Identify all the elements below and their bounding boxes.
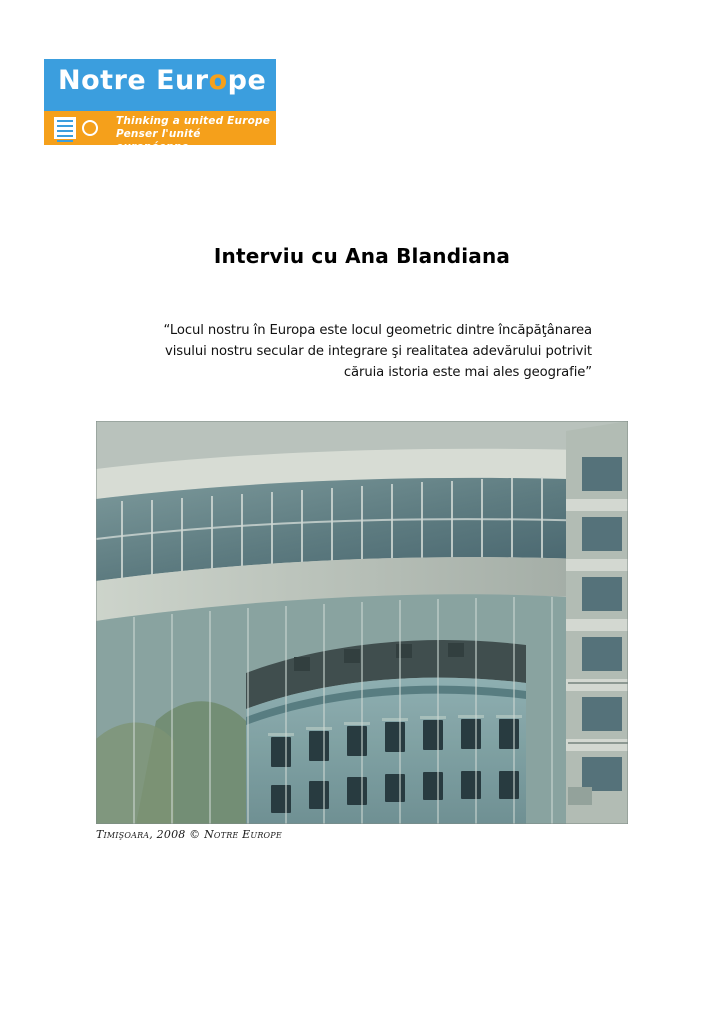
caption-copyright: © Notre Europe	[189, 828, 282, 841]
logo-tagline-en: Thinking a united Europe	[116, 115, 271, 127]
circle-icon	[82, 120, 98, 136]
notre-europe-logo	[44, 59, 276, 153]
page-title: Interviu cu Ana Blandiana	[213, 244, 511, 268]
caption-place: Timişoara,	[96, 828, 153, 841]
logo-wordmark-n: N	[58, 65, 82, 96]
logo-wordmark-o: o	[208, 65, 228, 96]
photo-caption	[96, 828, 628, 841]
logo-wordmark	[58, 67, 266, 94]
logo-wordmark-mid: otre Eur	[81, 65, 209, 96]
pull-quote: “Locul nostru în Europa este locul geometric dintre încăpăţânarea visului nostru secular de integrare şi realitatea adevărului potrivit căruia istoria este mai ales geografie”	[163, 323, 592, 380]
logo-wordmark-end: pe	[227, 65, 267, 96]
logo-tagline-fr: Penser l'unité européenne	[116, 128, 201, 153]
cover-photograph	[96, 421, 628, 824]
logo-emblem	[54, 115, 110, 141]
book-lines-icon	[54, 117, 76, 139]
caption-year: 2008	[156, 828, 186, 841]
logo-tagline	[116, 115, 272, 154]
